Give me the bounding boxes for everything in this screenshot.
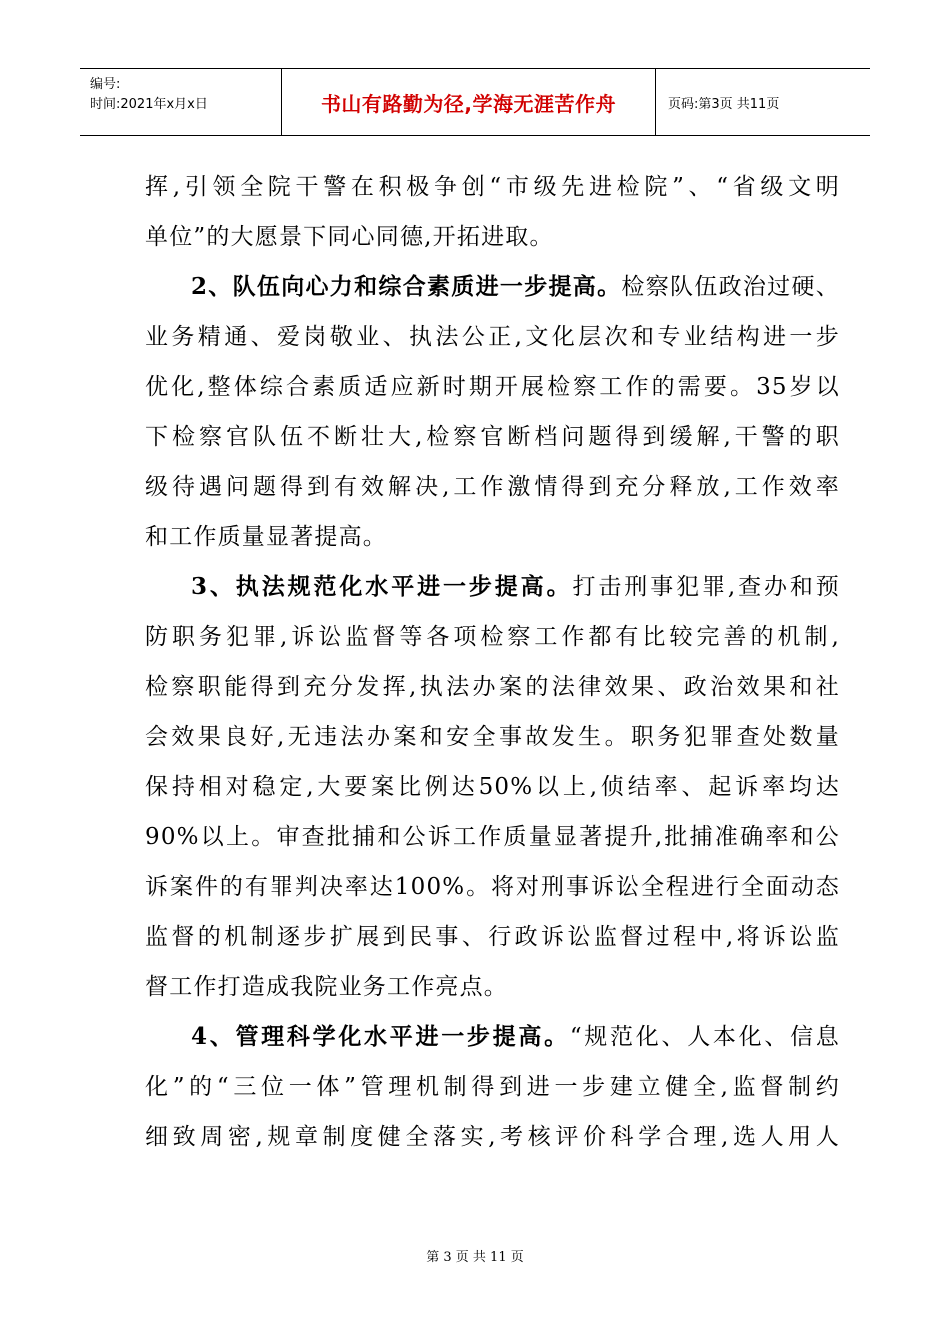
text-line — [145, 962, 840, 1012]
text-line — [145, 312, 840, 362]
text-line — [145, 862, 840, 912]
section-heading: 4、管理科学化水平进一步提高。 — [191, 1023, 570, 1050]
line-text: 诉案件的有罪判决率达100%。将对刑事诉讼全程进行全面动态 — [145, 874, 840, 900]
line-text: 化”的“三位一体”管理机制得到进一步建立健全,监督制约 — [145, 1074, 840, 1100]
text-line — [145, 762, 840, 812]
page-header — [80, 68, 870, 136]
section-heading: 3、执法规范化水平进一步提高。 — [191, 573, 573, 600]
line-text: 优化,整体综合素质适应新时期开展检察工作的需要。35岁以 — [145, 374, 840, 400]
line-text: 打击刑事犯罪,查办和预 — [572, 574, 840, 600]
line-text: “规范化、人本化、信息 — [569, 1024, 840, 1050]
text-line — [145, 1012, 840, 1062]
line-text: 和工作质量显著提高。 — [145, 524, 387, 550]
line-text: 防职务犯罪,诉讼监督等各项检察工作都有比较完善的机制, — [145, 624, 840, 650]
text-line — [145, 462, 840, 512]
text-line — [145, 1112, 840, 1162]
text-line — [145, 162, 840, 212]
number-label: 编号: — [90, 77, 121, 92]
document-body — [145, 162, 840, 1162]
line-text: 检察职能得到充分发挥,执法办案的法律效果、政治效果和社 — [145, 674, 840, 700]
text-line — [145, 362, 840, 412]
line-text: 下检察官队伍不断壮大,检察官断档问题得到缓解,干警的职 — [145, 424, 840, 450]
line-text: 业务精通、爱岗敬业、执法公正,文化层次和专业结构进一步 — [145, 324, 840, 350]
text-line — [145, 412, 840, 462]
text-line — [145, 812, 840, 862]
line-text: 单位”的大愿景下同心同德,开拓进取。 — [145, 224, 554, 250]
text-line — [145, 1062, 840, 1112]
line-text: 监督的机制逐步扩展到民事、行政诉讼监督过程中,将诉讼监 — [145, 924, 840, 950]
line-text: 保持相对稳定,大要案比例达50%以上,侦结率、起诉率均达 — [145, 774, 840, 800]
text-line — [145, 662, 840, 712]
text-line — [145, 562, 840, 612]
line-text: 90%以上。审查批捕和公诉工作质量显著提升,批捕准确率和公 — [145, 824, 840, 850]
text-line — [145, 612, 840, 662]
line-text: 挥,引领全院干警在积极争创“市级先进检院”、“省级文明 — [145, 174, 840, 200]
line-text: 督工作打造成我院业务工作亮点。 — [145, 974, 508, 1000]
line-text: 细致周密,规章制度健全落实,考核评价科学合理,选人用人 — [145, 1124, 840, 1150]
time-label: 时间:2021年x月x日 — [90, 97, 208, 112]
text-line — [145, 512, 840, 562]
header-meta — [80, 69, 282, 135]
line-text: 会效果良好,无违法办案和安全事故发生。职务犯罪查处数量 — [145, 724, 840, 750]
header-motto: 书山有路勤为径,学海无涯苦作舟 — [282, 69, 656, 135]
page-footer: 第 3 页 共 11 页 — [426, 1250, 524, 1265]
text-line — [145, 262, 840, 312]
header-page-info: 页码:第3页 共11页 — [668, 96, 780, 112]
text-line — [145, 212, 840, 262]
line-text: 级待遇问题得到有效解决,工作激情得到充分释放,工作效率 — [145, 474, 840, 500]
line-text: 检察队伍政治过硬、 — [621, 274, 840, 300]
text-line — [145, 712, 840, 762]
section-heading: 2、队伍向心力和综合素质进一步提高。 — [191, 273, 622, 300]
text-line — [145, 912, 840, 962]
